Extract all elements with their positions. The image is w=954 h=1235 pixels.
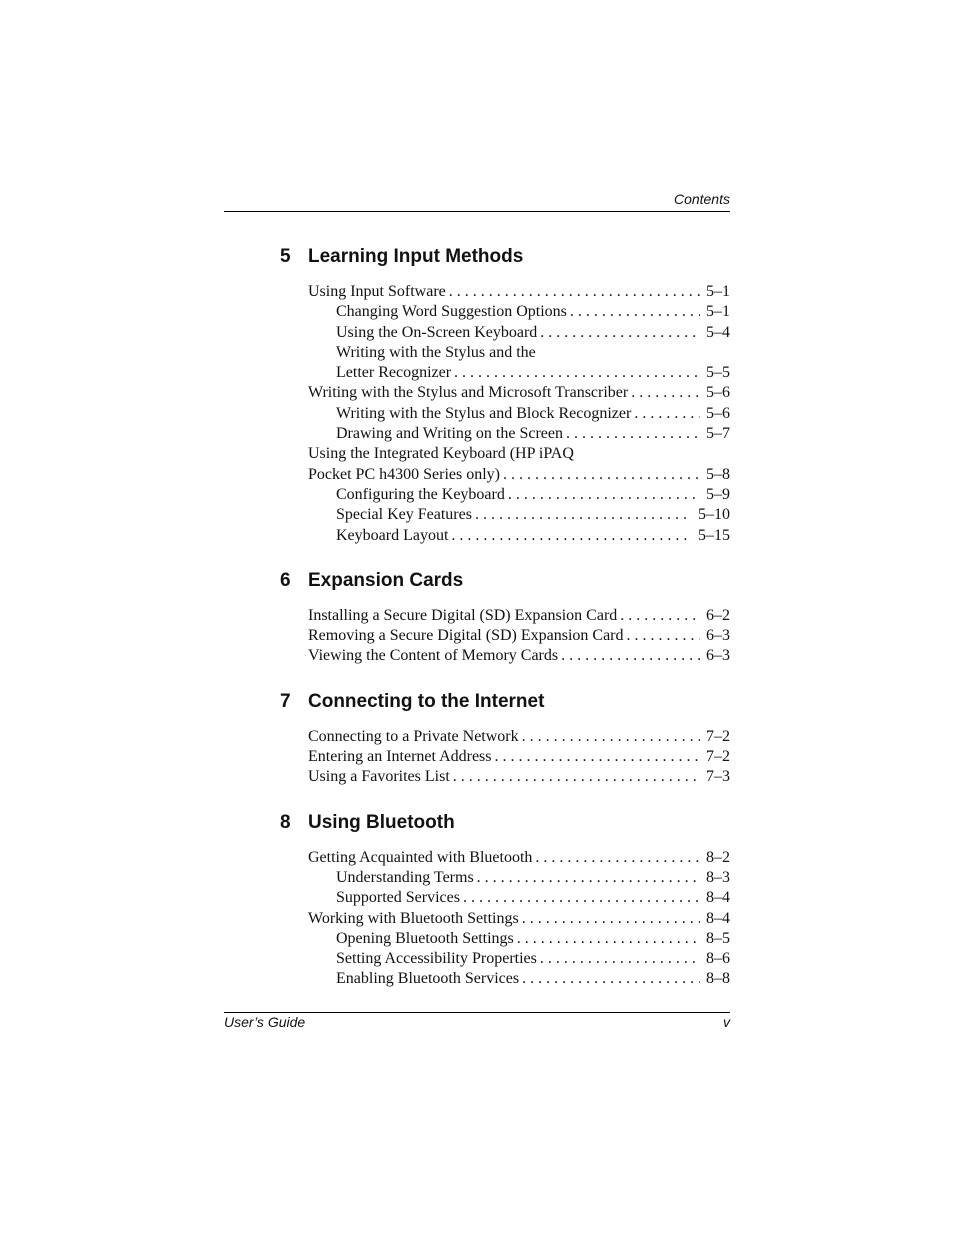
- dot-leader: [503, 465, 700, 485]
- toc-entry-title: Keyboard Layout: [336, 526, 449, 544]
- dot-leader: [475, 505, 692, 525]
- toc-entry: [280, 383, 730, 403]
- dot-leader: [477, 868, 700, 888]
- toc-entry-list: [280, 606, 730, 667]
- toc-entry: [280, 404, 730, 424]
- dot-leader: [522, 909, 700, 929]
- toc-entry: [280, 526, 730, 546]
- header-rule: [224, 211, 730, 212]
- toc-entry-title: Writing with the Stylus and the: [336, 343, 536, 361]
- dot-leader: [631, 383, 700, 403]
- dot-leader: [634, 404, 700, 424]
- chapter-section: [280, 688, 730, 788]
- dot-leader: [508, 485, 700, 505]
- toc-entry-page: 5–10: [698, 506, 730, 524]
- toc-entry: [280, 727, 730, 747]
- toc-entry: [280, 969, 730, 989]
- dot-leader: [522, 727, 700, 747]
- toc-entry: [280, 363, 730, 383]
- toc-entry: [280, 868, 730, 888]
- toc-entry: [280, 606, 730, 626]
- toc-entry-title: Viewing the Content of Memory Cards: [308, 647, 559, 665]
- toc-entry-page: 5–15: [698, 526, 730, 544]
- toc-entry-title: Letter Recognizer: [336, 364, 452, 382]
- chapter-number: 8: [280, 811, 291, 833]
- dot-leader: [453, 767, 700, 787]
- dot-leader: [540, 323, 700, 343]
- toc-entry-page: 5–5: [706, 364, 730, 382]
- dot-leader: [627, 626, 701, 646]
- toc-entry-page: 8–8: [706, 970, 730, 988]
- chapter-heading: [280, 567, 730, 595]
- chapter-title: Connecting to the Internet: [308, 690, 545, 712]
- toc-entry-page: 6–3: [706, 647, 730, 665]
- toc-entry-page: 5–6: [706, 384, 730, 402]
- toc-entry-list: [280, 848, 730, 990]
- toc-entry-title: Installing a Secure Digital (SD) Expansion Card: [308, 606, 618, 624]
- toc-entry-page: 5–4: [706, 323, 730, 341]
- dot-leader: [535, 848, 700, 868]
- toc-entry: [280, 465, 730, 485]
- toc-entry-title: Removing a Secure Digital (SD) Expansion Card: [308, 627, 624, 645]
- dot-leader: [463, 888, 700, 908]
- toc-entry-title: Configuring the Keyboard: [336, 485, 505, 503]
- toc-entry-title: Getting Acquainted with Bluetooth: [308, 848, 533, 866]
- dot-leader: [522, 969, 700, 989]
- toc-entry: [280, 646, 730, 666]
- dot-leader: [561, 646, 700, 666]
- toc-entry-page: 5–6: [706, 404, 730, 422]
- toc-entry-title: Enabling Bluetooth Services: [336, 970, 520, 988]
- toc-entry-title: Using a Favorites List: [308, 768, 450, 786]
- toc-entry-page: 5–8: [706, 465, 730, 483]
- toc-entry-page: 5–7: [706, 425, 730, 443]
- toc-entry-page: 5–1: [706, 303, 730, 321]
- footer-rule: [224, 1012, 730, 1013]
- toc-entry-title: Understanding Terms: [336, 868, 474, 886]
- toc-entry: [280, 302, 730, 322]
- toc-entry-title: Connecting to a Private Network: [308, 727, 519, 745]
- toc-entry-title: Working with Bluetooth Settings: [308, 909, 519, 927]
- dot-leader: [620, 606, 700, 626]
- dot-leader: [451, 526, 692, 546]
- dot-leader: [570, 302, 700, 322]
- toc-entry: [280, 949, 730, 969]
- chapter-title: Learning Input Methods: [308, 246, 524, 267]
- toc-entry-title: Supported Services: [336, 889, 460, 907]
- chapter-title: Expansion Cards: [308, 569, 464, 591]
- toc-entry-title: Changing Word Suggestion Options: [336, 303, 567, 321]
- toc-entry-title: Setting Accessibility Properties: [336, 950, 537, 968]
- dot-leader: [495, 747, 701, 767]
- toc-entry: [280, 929, 730, 949]
- chapter-number: 6: [280, 569, 291, 591]
- chapter-section: [280, 567, 730, 667]
- footer-guide-title: User’s Guide: [224, 1014, 306, 1030]
- dot-leader: [449, 282, 700, 302]
- dot-leader: [540, 949, 700, 969]
- dot-leader: [517, 929, 700, 949]
- toc-entry-page: 8–4: [706, 889, 730, 907]
- toc-entry-title: Writing with the Stylus and Block Recognizer: [336, 404, 632, 422]
- toc-entry-page: 8–6: [706, 950, 730, 968]
- toc-entry: [280, 323, 730, 343]
- toc-entry-page: 5–1: [706, 283, 730, 300]
- toc-entry-page: 6–2: [706, 606, 730, 624]
- running-header: Contents: [673, 191, 730, 207]
- chapter-number: 7: [280, 690, 291, 712]
- toc-entry: [280, 343, 730, 363]
- chapter-title: Using Bluetooth: [308, 811, 455, 833]
- toc-entry: [280, 848, 730, 868]
- toc-entry: [280, 747, 730, 767]
- toc-entry-title: Special Key Features: [336, 506, 472, 524]
- toc-entry: [280, 282, 730, 302]
- toc-entry-title: Opening Bluetooth Settings: [336, 929, 514, 947]
- toc-entry: [280, 909, 730, 929]
- toc-entry-list: [280, 727, 730, 788]
- chapter-section: [280, 243, 730, 546]
- toc-entry-page: 8–3: [706, 868, 730, 886]
- toc-entry: [280, 626, 730, 646]
- toc-entry-title: Using the On-Screen Keyboard: [336, 323, 538, 341]
- toc-entry-page: 8–2: [706, 848, 730, 866]
- chapter-heading: [280, 688, 730, 716]
- toc-entry-list: [280, 282, 730, 546]
- dot-leader: [566, 424, 700, 444]
- toc-entry-page: 6–3: [706, 627, 730, 645]
- table-of-contents: [280, 243, 730, 1011]
- chapter-section: [280, 809, 730, 990]
- toc-entry-page: 7–2: [706, 727, 730, 745]
- toc-entry-title: Using the Integrated Keyboard (HP iPAQ: [308, 445, 574, 463]
- toc-entry-title: Entering an Internet Address: [308, 748, 492, 766]
- chapter-heading: [280, 243, 730, 271]
- toc-entry-title: Writing with the Stylus and Microsoft Transcriber: [308, 384, 629, 402]
- toc-entry: [280, 888, 730, 908]
- toc-entry-page: 8–5: [706, 929, 730, 947]
- toc-entry-title: Drawing and Writing on the Screen: [336, 425, 563, 443]
- toc-entry-title: Using Input Software: [308, 283, 446, 300]
- toc-entry-page: 8–4: [706, 909, 730, 927]
- chapter-heading: [280, 809, 730, 837]
- chapter-number: 5: [280, 246, 291, 267]
- footer-page-number: v: [723, 1014, 730, 1030]
- toc-entry-page: 7–2: [706, 748, 730, 766]
- toc-entry: [280, 444, 730, 464]
- toc-entry: [280, 424, 730, 444]
- toc-entry-page: 5–9: [706, 485, 730, 503]
- toc-entry-title: Pocket PC h4300 Series only): [308, 465, 500, 483]
- toc-entry: [280, 505, 730, 525]
- toc-entry: [280, 767, 730, 787]
- toc-entry: [280, 485, 730, 505]
- toc-entry-page: 7–3: [706, 768, 730, 786]
- dot-leader: [454, 363, 700, 383]
